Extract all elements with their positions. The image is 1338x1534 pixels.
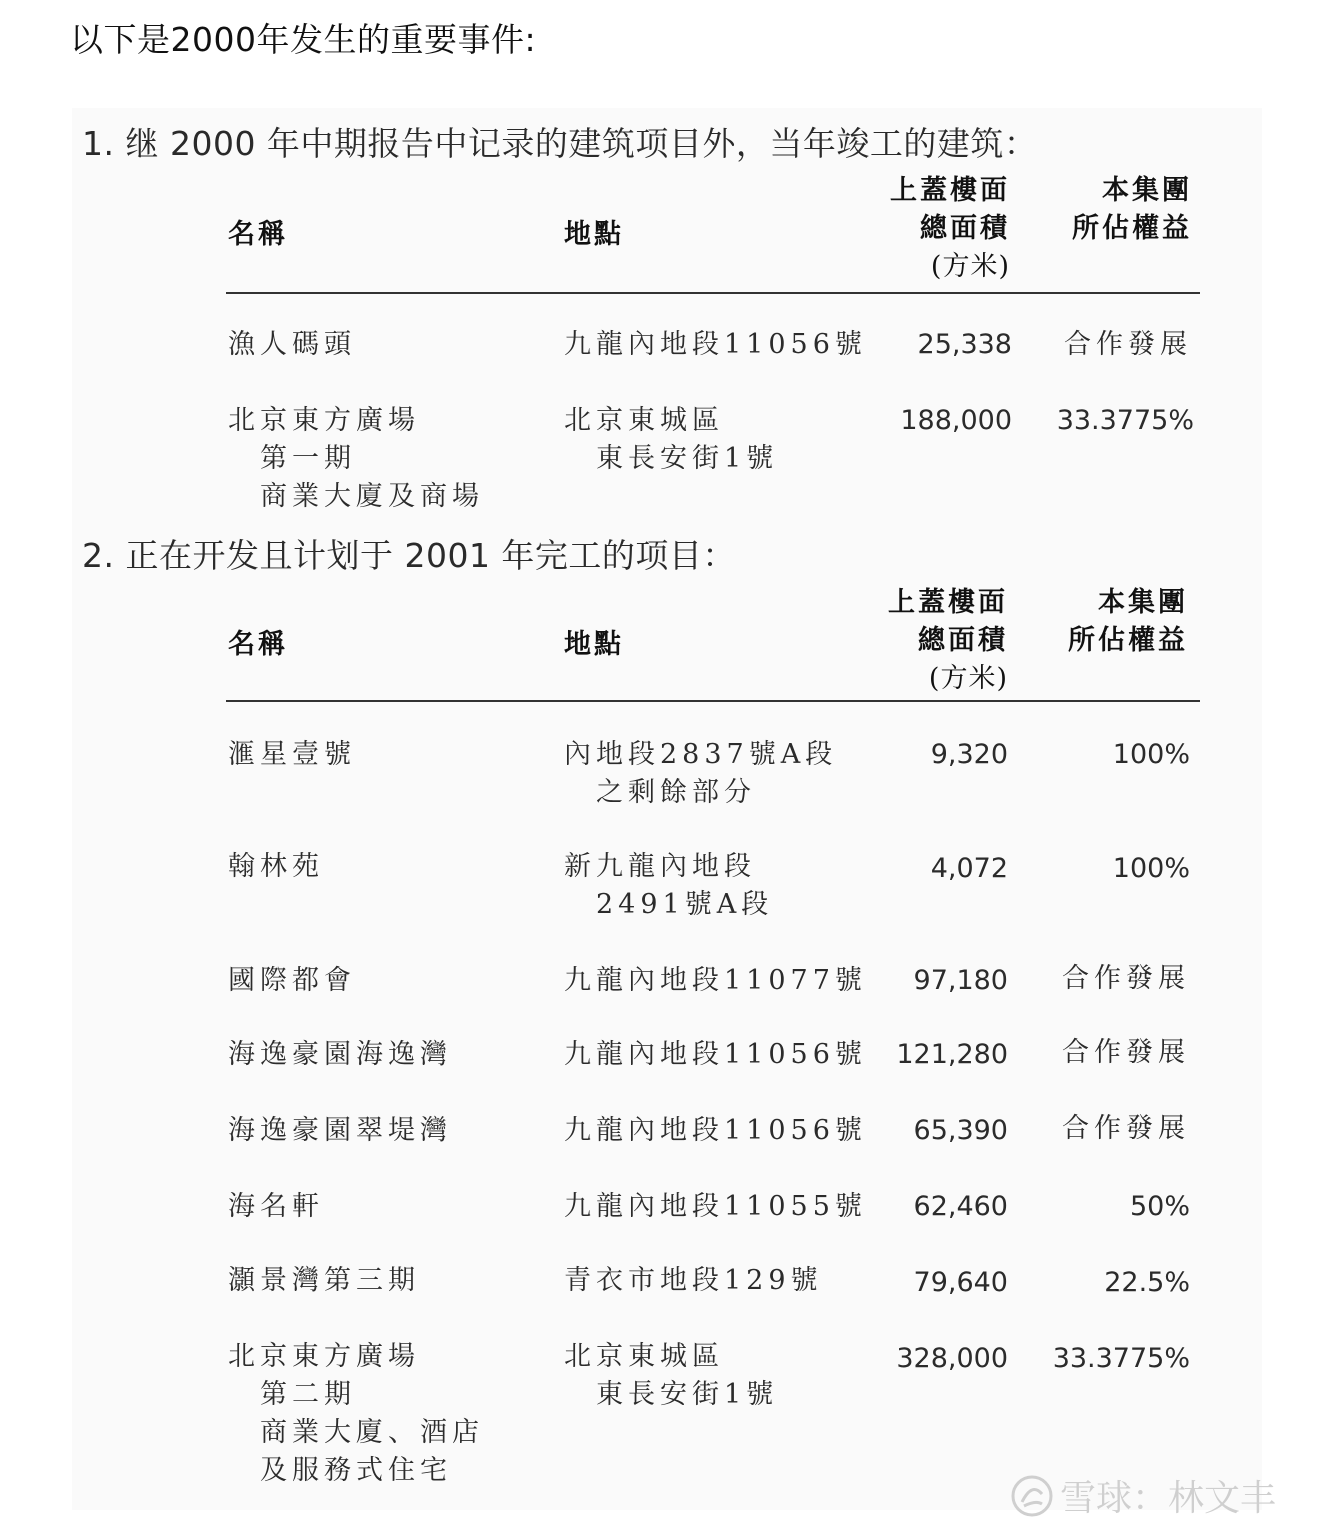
snowball-logo-icon bbox=[1010, 1474, 1054, 1518]
s2-row4-name: 海逸豪園海逸灣 bbox=[228, 1039, 452, 1070]
section2-header-area-line2: 總面積 bbox=[918, 625, 1008, 656]
s2-row1-name: 滙星壹號 bbox=[228, 739, 356, 770]
s1-row2-location: 北京東城區 東長安街1號 bbox=[564, 405, 779, 474]
section1-header-rule bbox=[226, 292, 1200, 294]
section2-header-area-unit: (方米) bbox=[928, 663, 1008, 694]
section1-header-area bbox=[860, 172, 1010, 286]
section1-header-interest-line1: 本集團 bbox=[1102, 175, 1192, 206]
section1-header-area-unit: (方米) bbox=[930, 251, 1010, 282]
s2-row1-area: 9,320 bbox=[930, 739, 1008, 770]
section2-header-interest-line1: 本集團 bbox=[1098, 587, 1188, 618]
s2-row6-name: 海名軒 bbox=[228, 1191, 324, 1222]
s1-row1-location: 九龍內地段11056號 bbox=[564, 329, 867, 360]
s1-row2-interest: 33.3775% bbox=[1056, 405, 1194, 436]
watermark bbox=[1010, 1470, 1276, 1521]
section2-header-rule bbox=[226, 700, 1200, 702]
s1-row2-area: 188,000 bbox=[900, 405, 1012, 436]
s2-row2-area: 4,072 bbox=[930, 853, 1008, 884]
section1-header-interest-line2: 所佔權益 bbox=[1072, 213, 1192, 244]
section2-header-location: 地點 bbox=[564, 629, 624, 660]
s2-row7-area: 79,640 bbox=[913, 1267, 1008, 1298]
s2-row8-area: 328,000 bbox=[896, 1343, 1008, 1374]
section2-header-name: 名稱 bbox=[228, 629, 288, 660]
s2-row5-interest: 合作發展 bbox=[1062, 1113, 1190, 1144]
s2-row2-interest: 100% bbox=[1112, 853, 1190, 884]
s1-row1-area: 25,338 bbox=[917, 329, 1012, 360]
s2-row7-location: 青衣市地段129號 bbox=[564, 1265, 823, 1296]
s2-row2-location: 新九龍內地段 2491號A段 bbox=[564, 851, 774, 920]
section2-header-area-line1: 上蓋樓面 bbox=[888, 587, 1008, 618]
section1-header-area-line1: 上蓋樓面 bbox=[890, 175, 1010, 206]
section1-header-location: 地點 bbox=[564, 219, 624, 250]
s2-row3-name: 國際都會 bbox=[228, 965, 356, 996]
s2-row3-location: 九龍內地段11077號 bbox=[564, 965, 867, 996]
intro-text: 以下是2000年发生的重要事件: bbox=[70, 20, 537, 59]
s2-row5-area: 65,390 bbox=[913, 1115, 1008, 1146]
s2-row5-location: 九龍內地段11056號 bbox=[564, 1115, 867, 1146]
s2-row6-interest: 50% bbox=[1129, 1191, 1190, 1222]
s2-row1-location: 內地段2837號A段 之剩餘部分 bbox=[564, 739, 838, 808]
s2-row4-interest: 合作發展 bbox=[1062, 1037, 1190, 1068]
s1-row1-interest: 合作發展 bbox=[1064, 329, 1192, 360]
s2-row8-name: 北京東方廣場 第二期 商業大廈、酒店 及服務式住宅 bbox=[228, 1341, 484, 1486]
s2-row5-name: 海逸豪園翠堤灣 bbox=[228, 1115, 452, 1146]
s2-row6-location: 九龍內地段11055號 bbox=[564, 1191, 867, 1222]
section2-header-interest bbox=[1036, 584, 1188, 660]
s2-row4-location: 九龍內地段11056號 bbox=[564, 1039, 867, 1070]
s2-row2-name: 翰林苑 bbox=[228, 851, 324, 882]
s2-row6-area: 62,460 bbox=[913, 1191, 1008, 1222]
s2-row8-interest: 33.3775% bbox=[1052, 1343, 1190, 1374]
section1-header-name: 名稱 bbox=[228, 219, 288, 250]
s2-row7-interest: 22.5% bbox=[1104, 1267, 1190, 1298]
s2-row7-name: 灝景灣第三期 bbox=[228, 1265, 420, 1296]
watermark-text: 雪球：林文丰 bbox=[1060, 1478, 1277, 1519]
section2-header-interest-line2: 所佔權益 bbox=[1068, 625, 1188, 656]
section2-title: 2. 正在开发且计划于 2001 年完工的项目： bbox=[82, 536, 736, 575]
s2-row8-location: 北京東城區 東長安街1號 bbox=[564, 1341, 779, 1410]
section1-header-interest bbox=[1040, 172, 1192, 248]
section2-header-area bbox=[858, 584, 1008, 698]
section1-header-area-line2: 總面積 bbox=[920, 213, 1010, 244]
s2-row3-area: 97,180 bbox=[913, 965, 1008, 996]
s2-row1-interest: 100% bbox=[1112, 739, 1190, 770]
section1-title: 1. 继 2000 年中期报告中记录的建筑项目外，当年竣工的建筑： bbox=[82, 124, 1038, 163]
s2-row3-interest: 合作發展 bbox=[1062, 963, 1190, 994]
s1-row2-name: 北京東方廣場 第一期 商業大廈及商場 bbox=[228, 405, 484, 512]
s1-row1-name: 漁人碼頭 bbox=[228, 329, 356, 360]
s2-row4-area: 121,280 bbox=[896, 1039, 1008, 1070]
